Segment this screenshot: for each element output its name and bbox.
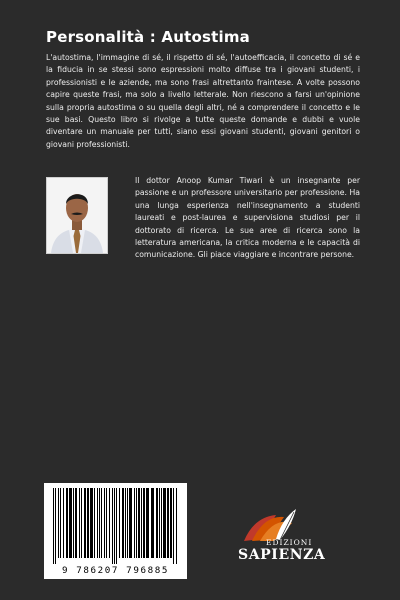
barcode-bar — [109, 488, 110, 558]
isbn-digits: 9 786207 796885 — [62, 565, 169, 576]
publisher-logo — [236, 505, 326, 575]
barcode-bar — [114, 488, 115, 564]
publisher-imprint: EDIZIONI — [266, 538, 313, 547]
barcode-bar — [138, 488, 140, 558]
barcode-bar — [75, 488, 77, 558]
barcode-bar — [122, 488, 124, 558]
barcode-bar — [53, 488, 54, 564]
barcode-bar — [106, 488, 107, 558]
barcode-bar — [129, 488, 132, 558]
barcode-bar — [159, 488, 160, 558]
barcode-bar — [84, 488, 86, 558]
barcode-bar — [63, 488, 64, 558]
barcode-bar — [141, 488, 142, 558]
barcode-bars — [52, 488, 179, 564]
barcode-bar — [156, 488, 158, 558]
barcode-bar — [87, 488, 89, 558]
barcode-bar — [81, 488, 82, 558]
publisher-name: SAPIENZA — [238, 547, 326, 563]
author-photo — [46, 177, 108, 254]
book-description: L'autostima, l'immagine di sé, il rispetto di sé, l'autoefficacia, il concetto di sé e la fiducia in se stessi sono espressioni molto diffuse tra i giovani studenti, i professionisti e le aziende, ma sono frasi altrettanto fraintese. A volte possono capire queste frasi, ma solo a livello letterale. Non riescono a farsi un'opinione sulla propria autostima o su quella degli altri, né a comprendere il concetto e le sue basi. Questo libro si rivolge a tutte queste domande e dubbi e vuole diventare un manuale per tutti, siano essi giovani studenti, giovani genitori o giovani professionisti. — [46, 53, 360, 149]
barcode-bar — [90, 488, 93, 558]
barcode-bar — [97, 488, 98, 558]
barcode-bar — [161, 488, 162, 558]
barcode-bar — [127, 488, 128, 558]
isbn-barcode — [44, 483, 187, 579]
barcode-bar — [119, 488, 120, 558]
barcode-bar — [176, 488, 177, 564]
barcode-bar — [173, 488, 174, 564]
barcode-bar — [112, 488, 113, 564]
barcode-bar — [69, 488, 72, 558]
barcode-bar — [55, 488, 56, 564]
barcode-bar — [66, 488, 68, 558]
book-title: Personalità : Autostima — [46, 28, 250, 46]
barcode-bar — [167, 488, 169, 558]
barcode-bar — [170, 488, 172, 558]
barcode-bar — [58, 488, 59, 558]
barcode-bar — [99, 488, 100, 558]
barcode-bar — [134, 488, 135, 558]
barcode-bar — [163, 488, 166, 558]
barcode-bar — [143, 488, 145, 558]
barcode-bar — [146, 488, 149, 558]
barcode-bar — [79, 488, 80, 558]
barcode-bar — [94, 488, 95, 558]
barcode-bar — [125, 488, 126, 558]
barcode-bar — [136, 488, 137, 558]
barcode-bar — [104, 488, 105, 558]
author-bio: Il dottor Anoop Kumar Tiwari è un insegnante per passione e un professore universitario per professione. Ha una lunga esperienza nell'insegnamento a studenti laureati e post-laurea e supervisiona studiosi per il dottorato di ricerca. Le sue aree di ricerca sono la letteratura americana, la critica moderna e le capacità di comunicazione. Gli piace viaggiare e incontrare persone. — [135, 176, 360, 260]
barcode-bar — [73, 488, 74, 558]
barcode-bar — [116, 488, 117, 564]
barcode-bar — [101, 488, 102, 558]
barcode-bar — [60, 488, 61, 558]
barcode-bar — [151, 488, 154, 558]
